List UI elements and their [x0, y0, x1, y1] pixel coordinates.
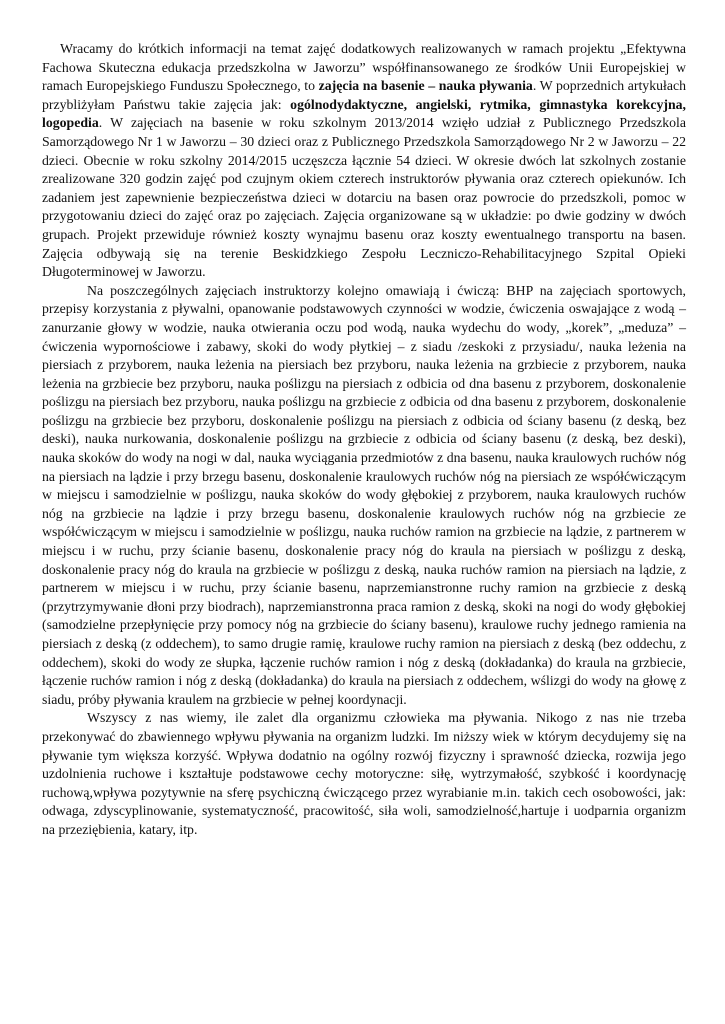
- paragraph-swimming-benefits: Wszyscy z nas wiemy, ile zalet dla organizmu człowieka ma pływania. Nikogo z nas nie trzeba przekonywać do zbawiennego wpływu pływania na organizm ludzki. Im niższy wiek w którym decydujemy się na pływanie tym większa korzyść. Wpływa dodatnio na ogólny rozwój fizyczny i sprawność dziecka, rozwija jego uzdolnienia ruchowe i kształtuje podstawowe cechy motoryczne: siłę, wytrzymałość, szybkość i koordynację ruchową,wpływa pozytywnie na sferę psychiczną ćwiczącego przez wyrabianie m.in. takich cech osobowości, jak: odwaga, zdyscyplinowanie, systematyczność, pracowitość, siła woli, samodzielność,hartuje i uodparnia organizm na przeziębienia, katary, itp.: [42, 710, 686, 837]
- intro-text-1: Wracamy do krótkich informacji na temat zajęć dodatkowych realizowanych w ramach projektu „Efektywna Fachowa Skuteczna edukacja przedszkolna w Jaworzu” współfinansowanego ze środków Unii Europejskiej w ramach Europejskiego Funduszu Społecznego, to: [42, 41, 686, 94]
- intro-text-3: . W zajęciach na basenie w roku szkolnym 2013/2014 wzięło udział z Publicznego Przedszkola Samorządowego Nr 1 w Jaworzu – 30 dzieci oraz z Publicznego Przedszkola Samorządowego Nr 2 w Jaworzu – 22 dzieci. Obecnie w roku szkolny 2014/2015 uczęszcza łącznie 54 dzieci. W okresie dwóch lat szkolnych zostanie zrealizowane 320 godzin zajęć pod czujnym okiem czterech instruktorów pływania oraz czterech opiekunów. Ich zadaniem jest zapewnienie bezpieczeństwa dzieci w dotarciu na basen oraz powrocie do przedszkoli, pomoc w przygotowaniu dzieci do zajęć oraz po zajęciach. Zajęcia organizowane są w układzie: po dwie godziny w dwóch grupach. Projekt przewiduje również koszty wynajmu basenu oraz koszty ewentualnego transportu na basen. Zajęcia odbywają się na terenie Beskidzkiego Zespołu Leczniczo-Rehabilitacyjnego Szpital Opieki Długoterminowej w Jaworzu.: [42, 115, 686, 280]
- intro-highlight-swimming: zajęcia na basenie – nauka pływania: [318, 78, 533, 94]
- paragraph-project-intro: [42, 40, 686, 282]
- document-page: [42, 40, 686, 840]
- intro-text-2: . W poprzednich artykułach przybliżyłam Państwu takie zajęcia jak:: [42, 78, 686, 112]
- paragraph-lesson-program: Na poszczególnych zajęciach instruktorzy kolejno omawiają i ćwiczą: BHP na zajęciach sportowych, przepisy korzystania z pływalni, opanowanie podstawowych czynności w wodzie, ćwiczenia oswajające z wodą – zanurzanie głowy w wodzie, nauka otwierania oczu pod wodą, nauka wydechu do wody, „korek”, „meduza” – ćwiczenia wypornościowe i zabawy, skoki do wody płytkiej – z siadu /zeskoki z przysiadu/, nauka leżenia na piersiach z przyborem, nauka leżenia na piersiach bez przyboru, nauka leżenia na grzbiecie z przyborem, nauka leżenia na grzbiecie bez przyboru, nauka poślizgu na piersiach z odbicia od dna basenu z przyborem, doskonalenie poślizgu na piersiach bez przyboru, nauka poślizgu na grzbiecie z odbicia od dna basenu z przyborem, doskonalenie poślizgu na grzbiecie bez przyboru, doskonalenie poślizgu na piersiach z odbicia od ściany basenu (z deską, bez deski), nauka nurkowania, doskonalenie poślizgu na grzbiecie z odbicia od ściany basenu (z deską, bez deski), nauka skoków do wody na nogi w dal, nauka wyciągania przedmiotów z dna basenu, nauka kraulowych ruchów nóg na piersiach na lądzie i przy brzegu basenu, doskonalenie kraulowych ruchów nóg na piersiach ze współćwiczącym w miejscu i samodzielnie w poślizgu, nauka skoków do wody głębokiej z przyborem, nauka kraulowych ruchów nóg na grzbiecie na lądzie i przy brzegu basenu, doskonalenie kraulowych ruchów nóg na grzbiecie ze współćwiczącym w miejscu i samodzielnie w poślizgu, nauka ruchów ramion na grzbiecie na lądzie, z partnerem w miejscu i w ruchu, przy ścianie basenu, doskonalenie pracy nóg do kraula na piersiach w poślizgu z deską, doskonalenie pracy nóg do kraula na grzbiecie w poślizgu z deską, nauka ruchów ramion na piersiach na lądzie, z partnerem w miejscu i w ruchu, przy ścianie basenu, naprzemianstronne ruchy ramion na grzbiecie z deską (przytrzymywanie dłoni przy biodrach), naprzemianstronna praca ramion z deską, skoki na nogi do wody głębokiej (samodzielne przepłynięcie przy pomocy nóg na grzbiecie do ściany basenu), kraulowe ruchy jednego ramienia na piersiach z deską (z oddechem), to samo drugie ramię, kraulowe ruchy ramion na piersiach z deską (bez oddechu, z oddechem), skoki do wody ze słupka, łączenie ruchów ramion i nóg z deską (dokładanka) do kraula na grzbiecie, łączenie ruchów ramion i nóg z deską (dokładanka) do kraula na piersiach z oddechem, wślizgi do wody na głowę z siadu, próby pływania kraulem na grzbiecie w pełnej koordynacji.: [42, 282, 686, 707]
- intro-highlight-activities: ogólnodydaktyczne, angielski, rytmika, gimnastyka korekcyjna, logopedia: [42, 96, 686, 131]
